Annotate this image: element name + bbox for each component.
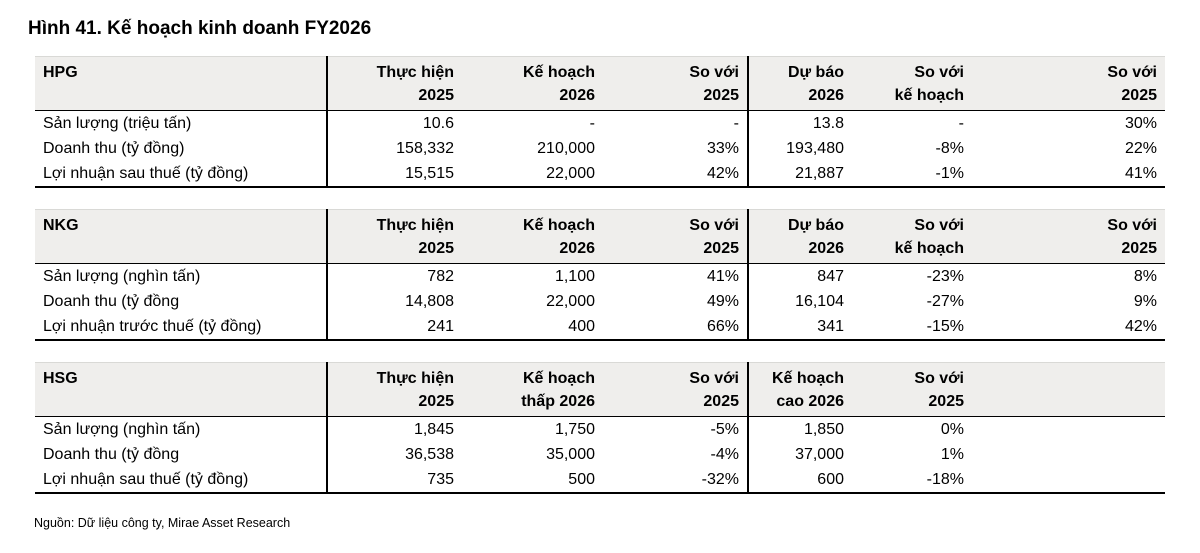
row-label: Sản lượng (nghìn tấn): [43, 421, 201, 438]
column-header-line-bottom: 2025: [418, 240, 454, 257]
column-header-line-bottom: 2025: [418, 393, 454, 410]
column-header-line-bottom: 2026: [559, 240, 595, 257]
cell-value: -27%: [926, 293, 964, 310]
column-header-line-top: Kế hoạch: [522, 217, 595, 234]
column-header: [748, 363, 852, 417]
column-header-line-top: So với: [1107, 64, 1157, 81]
cell-value: 35,000: [546, 446, 595, 463]
page-title: Hình 41. Kế hoạch kinh doanh FY2026: [28, 18, 372, 39]
column-header-line-bottom: kế hoạch: [894, 87, 964, 104]
table-row: [35, 161, 1165, 187]
column-header-line-top: So với: [914, 64, 964, 81]
cell-value: 41%: [972, 161, 1165, 187]
column-header: [603, 363, 748, 417]
column-header: [462, 210, 603, 264]
cell-value: 16,104: [748, 289, 852, 314]
column-header-line-bottom: 2025: [703, 240, 739, 257]
column-header-line-top: So với: [689, 370, 739, 387]
column-header-line-top: So với: [689, 64, 739, 81]
cell-value: [972, 417, 1165, 443]
column-header-line-bottom: 2025: [1121, 87, 1157, 104]
column-header-line-top: Thực hiện: [376, 217, 454, 234]
row-label: Doanh thu (tỷ đồng: [43, 446, 180, 463]
cell-value: 193,480: [748, 136, 852, 161]
column-header: [972, 363, 1165, 417]
header-row: [35, 210, 1165, 264]
column-header: [327, 57, 462, 111]
cell-value: 8%: [1133, 268, 1157, 285]
column-header-line-bottom: 2025: [1121, 240, 1157, 257]
column-header-line-bottom: 2026: [808, 240, 844, 257]
cell-value: 0%: [940, 421, 964, 438]
column-header-line-bottom: 2026: [559, 87, 595, 104]
cell-value: 42%: [972, 314, 1165, 340]
cell-value: 400: [462, 314, 603, 340]
cell-value: 33%: [706, 140, 739, 157]
cell-value: 500: [462, 467, 603, 493]
cell-value: 10.6: [327, 111, 462, 137]
cell-value: 22,000: [546, 293, 595, 310]
column-header: [462, 363, 603, 417]
table-row: [35, 264, 1165, 290]
column-header-line-top: So với: [914, 217, 964, 234]
cell-value: -18%: [852, 467, 972, 493]
column-header-line-bottom: 2025: [928, 393, 964, 410]
cell-value: 30%: [1124, 115, 1157, 132]
cell-value: 782: [327, 264, 462, 290]
row-label: Lợi nhuận sau thuế (tỷ đồng): [35, 161, 327, 187]
column-header-line-bottom: 2025: [418, 87, 454, 104]
column-header: [462, 57, 603, 111]
ticker-cell: HPG: [35, 57, 327, 111]
column-header: [603, 210, 748, 264]
column-header: [852, 363, 972, 417]
column-header-line-top: Kế hoạch: [771, 370, 844, 387]
cell-value: -: [589, 115, 595, 132]
tables-container: [35, 56, 1200, 494]
table-row: [35, 314, 1165, 340]
cell-value: 14,808: [327, 289, 462, 314]
column-header: [972, 210, 1165, 264]
column-header-line-bottom: 2026: [808, 87, 844, 104]
cell-value: -: [733, 115, 739, 132]
cell-value: 22,000: [462, 161, 603, 187]
ticker-cell: HSG: [35, 363, 327, 417]
column-header-line-bottom: cao 2026: [776, 393, 844, 410]
cell-value: 1%: [940, 446, 964, 463]
column-header: [327, 363, 462, 417]
cell-value: 735: [327, 467, 462, 493]
row-label: Sản lượng (triệu tấn): [43, 115, 192, 132]
column-header-line-bottom: thấp 2026: [521, 393, 595, 410]
table-row: [35, 136, 1165, 161]
cell-value: 1,100: [554, 268, 595, 285]
row-label: Doanh thu (tỷ đồng: [43, 293, 180, 310]
column-header-line-bottom: 2025: [703, 393, 739, 410]
column-header-line-top: Thực hiện: [376, 370, 454, 387]
table-row: [35, 417, 1165, 443]
plan-table-nkg: [35, 209, 1165, 341]
cell-value: 66%: [603, 314, 748, 340]
cell-value: [972, 442, 1165, 467]
column-header-line-top: So với: [914, 370, 964, 387]
cell-value: 9%: [1133, 293, 1157, 310]
cell-value: -4%: [710, 446, 739, 463]
plan-table-hsg: [35, 362, 1165, 494]
table-row: [35, 289, 1165, 314]
column-header: [972, 57, 1165, 111]
cell-value: 600: [748, 467, 852, 493]
cell-value: 241: [327, 314, 462, 340]
cell-value: -1%: [852, 161, 972, 187]
cell-value: 15,515: [327, 161, 462, 187]
column-header-line-top: Kế hoạch: [522, 370, 595, 387]
column-header-line-top: Thực hiện: [376, 64, 454, 81]
cell-value: 1,850: [748, 417, 852, 443]
cell-value: 37,000: [748, 442, 852, 467]
cell-value: 341: [748, 314, 852, 340]
cell-value: 210,000: [537, 140, 595, 157]
cell-value: -32%: [603, 467, 748, 493]
table-row: [35, 442, 1165, 467]
column-header: [852, 57, 972, 111]
cell-value: 847: [748, 264, 852, 290]
header-row: [35, 363, 1165, 417]
table-row: [35, 111, 1165, 137]
cell-value: 22%: [1124, 140, 1157, 157]
column-header-line-top: Kế hoạch: [522, 64, 595, 81]
column-header-line-top: So với: [1107, 217, 1157, 234]
column-header-line-top: Dự báo: [787, 64, 844, 81]
row-label: Lợi nhuận sau thuế (tỷ đồng): [35, 467, 327, 493]
row-label: Doanh thu (tỷ đồng): [43, 140, 185, 157]
column-header: [327, 210, 462, 264]
cell-value: -23%: [926, 268, 964, 285]
table-row: [35, 467, 1165, 493]
cell-value: -5%: [710, 421, 739, 438]
column-header: [748, 57, 852, 111]
column-header: [852, 210, 972, 264]
cell-value: 1,845: [327, 417, 462, 443]
cell-value: 42%: [603, 161, 748, 187]
cell-value: [972, 467, 1165, 493]
cell-value: -8%: [935, 140, 964, 157]
cell-value: 49%: [706, 293, 739, 310]
header-row: [35, 57, 1165, 111]
column-header-line-top: Dự báo: [787, 217, 844, 234]
cell-value: -: [958, 115, 964, 132]
column-header-line-bottom: kế hoạch: [894, 240, 964, 257]
column-header-line-top: So với: [689, 217, 739, 234]
column-header-line-bottom: 2025: [703, 87, 739, 104]
cell-value: 13.8: [748, 111, 852, 137]
row-label: Sản lượng (nghìn tấn): [43, 268, 201, 285]
column-header: [748, 210, 852, 264]
cell-value: -15%: [852, 314, 972, 340]
cell-value: 158,332: [327, 136, 462, 161]
row-label: Lợi nhuận trước thuế (tỷ đồng): [35, 314, 327, 340]
cell-value: 21,887: [748, 161, 852, 187]
source-note: Nguồn: Dữ liệu công ty, Mirae Asset Research: [34, 516, 291, 530]
column-header: [603, 57, 748, 111]
cell-value: 41%: [706, 268, 739, 285]
plan-table-hpg: [35, 56, 1165, 188]
cell-value: 1,750: [554, 421, 595, 438]
ticker-cell: NKG: [35, 210, 327, 264]
cell-value: 36,538: [327, 442, 462, 467]
